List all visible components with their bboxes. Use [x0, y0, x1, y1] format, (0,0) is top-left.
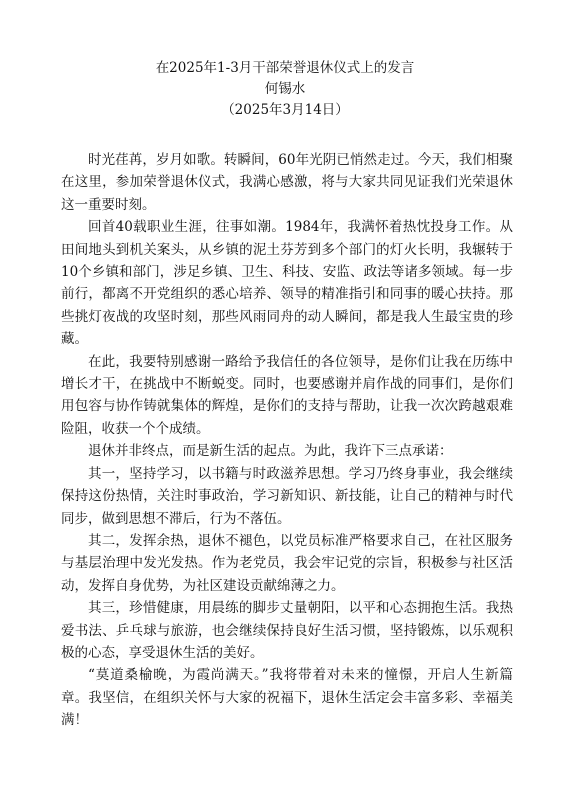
paragraph-opening: 时光荏苒，岁月如歌。转瞬间，60年光阴已悄然走过。今天，我们相聚在这里，参加荣誉退休仪式，我满心感激，将与大家共同见证我们光荣退休这一重要时刻。 [61, 152, 513, 213]
paragraph-closing: “莫道桑榆晚，为霞尚满天。”我将带着对未来的憧憬，开启人生新篇章。我坚信，在组织关怀与大家的祝福下，退休生活定会丰富多彩、幸福美满！ [61, 667, 513, 729]
speech-date: （2025年3月14日） [221, 102, 349, 118]
paragraph-promise-two: 其二，发挥余热，退休不褪色，以党员标准严格要求自己，在社区服务与基层治理中发光发热。作为老党员，我会牢记党的宗旨，积极参与社区活动，发挥自身优势，为社区建设贡献绵薄之力。 [61, 532, 513, 594]
document-header [0, 58, 570, 121]
document-title: 在2025年1-3月干部荣誉退休仪式上的发言 [155, 60, 415, 76]
paragraph-promise-one: 其一，坚持学习，以书籍与时政滋养思想。学习乃终身事业，我会继续保持这份热情，关注时事政治，学习新知识、新技能，让自己的精神与时代同步，做到思想不滞后，行为不落伍。 [61, 465, 513, 527]
author-name: 何锡水 [264, 81, 306, 97]
paragraph-career: 回首40载职业生涯，往事如潮。1984年，我满怀着热忱投身工作。从田间地头到机关案头，从乡镇的泥土芬芳到多个部门的灯火长明，我辗转于10个乡镇和部门，涉足乡镇、卫生、科技、安监、政法等诸多领域。每一步前行，都离不开党组织的悉心培养、领导的精准指引和同事的暖心扶持。那些挑灯夜战的攻坚时刻，那些风雨同舟的动人瞬间，都是我人生最宝贵的珍藏。 [61, 219, 513, 348]
speech-body [61, 149, 513, 732]
paragraph-thanks: 在此，我要特别感谢一路给予我信任的各位领导，是你们让我在历练中增长才干，在挑战中不断蜕变。同时，也要感谢并肩作战的同事们，是你们用包容与协作铸就集体的辉煌，是你们的支持与帮助，让我一次次跨越艰难险阻，收获一个个成绩。 [61, 353, 513, 437]
paragraph-promise-three: 其三，珍惜健康，用晨练的脚步丈量朝阳，以平和心态拥抱生活。我热爱书法、乒乓球与旅游，也会继续保持良好生活习惯，坚持锻炼，以乐观积极的心态，享受退休生活的美好。 [61, 600, 513, 661]
paragraph-promise-intro: 退休并非终点，而是新生活的起点。为此，我许下三点承诺： [88, 443, 453, 460]
